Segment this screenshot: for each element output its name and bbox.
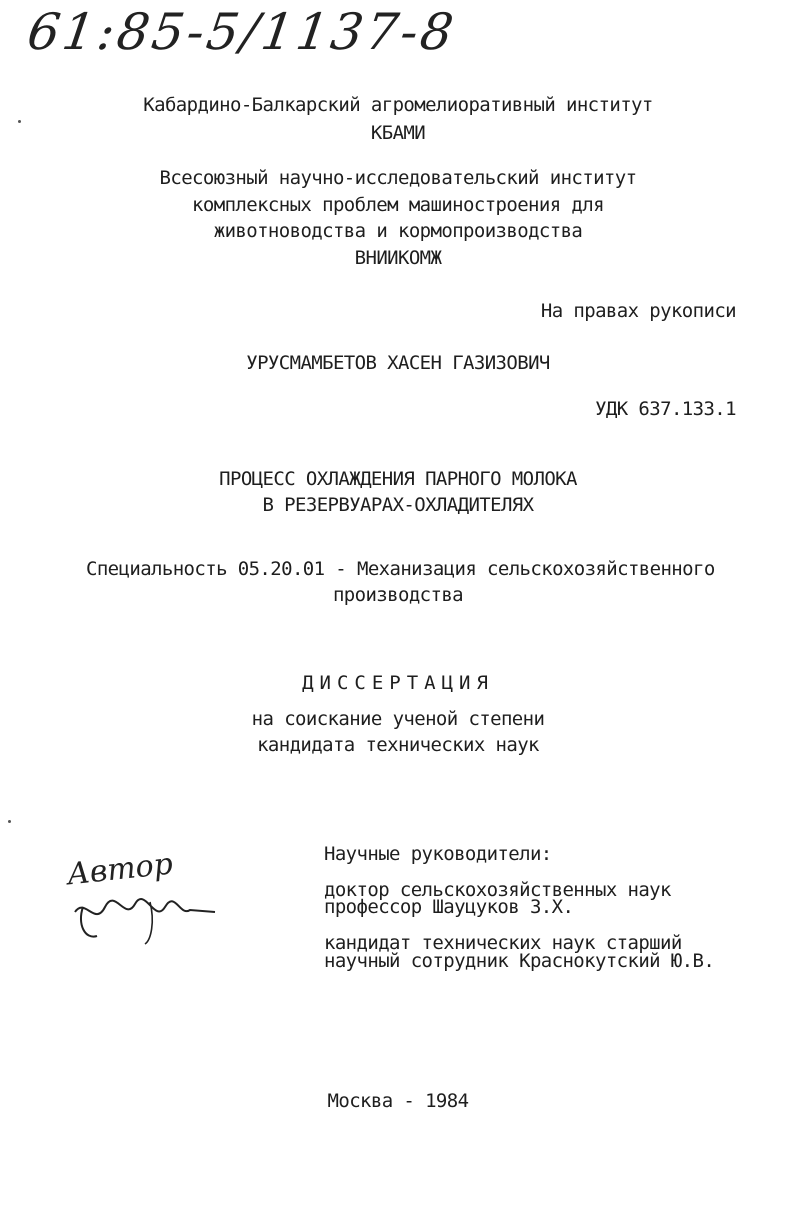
specialty-line2: производства (332, 584, 464, 606)
supervisor1-line1: доктор сельскохозяйственных наук (324, 879, 671, 901)
institute2-abbr: ВНИИКОМЖ (354, 247, 442, 269)
institute1-name: Кабардино-Балкарский агромелиоративный институт (143, 94, 653, 116)
author-name: УРУСМАМБЕТОВ ХАСЕН ГАЗИЗОВИЧ (246, 352, 550, 374)
scan-speck (8, 820, 11, 823)
signature-label: Автор (65, 846, 175, 893)
manuscript-rights: На правах рукописи (540, 300, 736, 322)
udc-code: УДК 637.133.1 (595, 398, 736, 420)
degree-line1: на соискание ученой степени (251, 708, 545, 730)
archive-code-handwritten: 61:85-5/1137-8 (23, 3, 460, 61)
author-signature-block (55, 846, 225, 947)
institute2-line1: Всесоюзный научно-исследовательский институт (159, 167, 637, 189)
title-line1: ПРОЦЕСС ОХЛАЖДЕНИЯ ПАРНОГО МОЛОКА (219, 468, 577, 490)
author-signature-scribble (55, 852, 225, 947)
supervisors-heading: Научные руководители: (324, 843, 552, 865)
institute1-abbr: КБАМИ (370, 122, 426, 144)
title-line2: В РЕЗЕРВУАРАХ-ОХЛАДИТЕЛЯХ (262, 494, 534, 516)
document-type: ДИССЕРТАЦИЯ (302, 672, 494, 694)
city-year: Москва - 1984 (327, 1090, 469, 1112)
supervisor2-line2: научный сотрудник Краснокутский Ю.В. (324, 950, 715, 972)
institute2-line2: комплексных проблем машиностроения для (192, 194, 604, 216)
supervisor1-line2: профессор Шауцуков З.Х. (324, 896, 574, 918)
specialty-line1: Специальность 05.20.01 - Механизация сельскохозяйственного (86, 558, 715, 580)
degree-line2: кандидата технических наук (257, 734, 539, 756)
supervisor2-line1: кандидат технических наук старший (324, 932, 682, 954)
institute2-line3: животноводства и кормопроизводства (213, 220, 583, 242)
scan-speck (18, 120, 21, 123)
